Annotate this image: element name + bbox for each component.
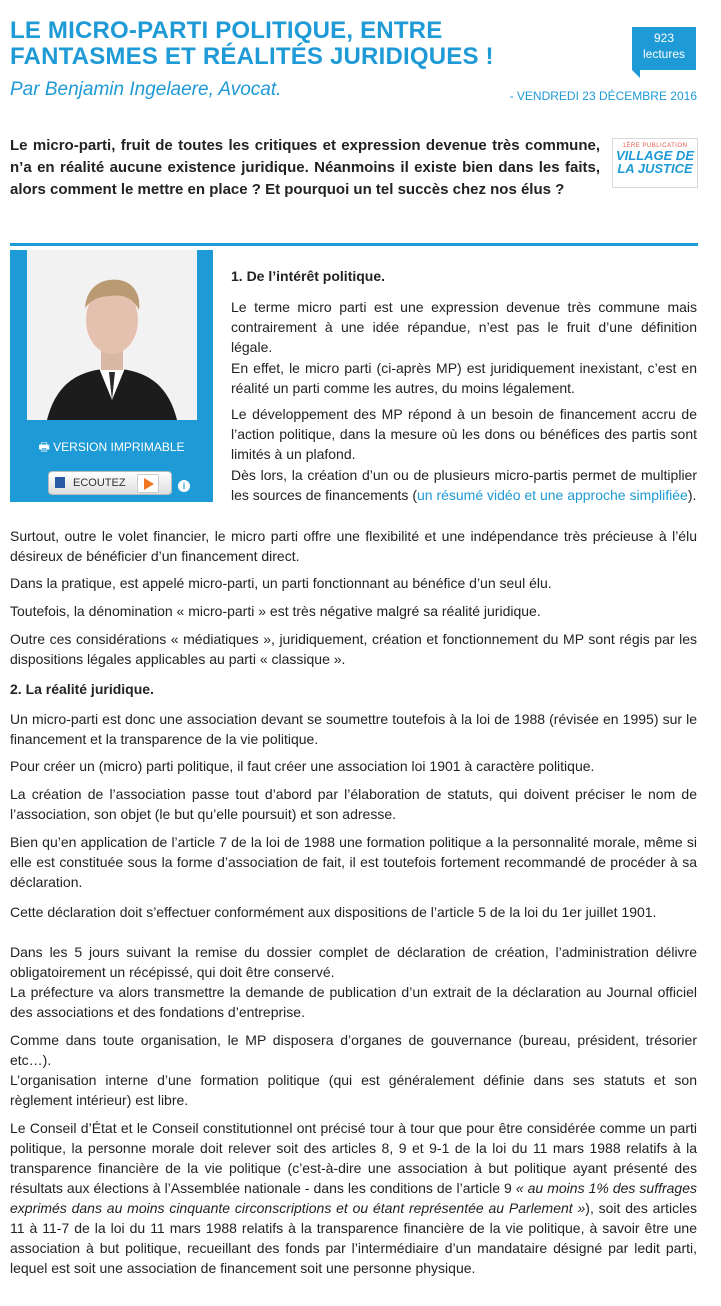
print-version-label: VERSION IMPRIMABLE: [53, 440, 185, 454]
listen-button[interactable]: [48, 471, 172, 495]
paragraph-text: ), soit des articles 11 à 11-7 de la loi du 11 mars 1988 relatifs à la transparence financière de la vie politique, à savoir être une association à but politique, recueillant des fonds par l’intermédiaire d’un mandataire désigné par ledit parti, lequel est soit une association de financement soit une personne physique.: [10, 1200, 697, 1276]
reads-count: 923: [653, 31, 675, 45]
badge-line-2: LA JUSTICE: [617, 161, 693, 176]
paragraph: L’organisation interne d’une formation politique (qui est généralement définie dans ses statuts et son règlement intérieur) est libre.: [10, 1072, 697, 1108]
article-lead: Le micro-parti, fruit de toutes les critiques et expression devenue très commune, n’a en réalité aucune existence juridique. Néanmoins il existe bien dans les faits, alors comment le mettre en place ? Et pourquoi un tel succès chez nos élus ?: [10, 137, 600, 198]
paragraph: En effet, le micro parti (ci-après MP) est juridiquement inexistant, c’est en réalité un parti comme les autres, du moins légalement.: [231, 360, 697, 396]
paragraph: [231, 465, 697, 505]
paragraph: Dans la pratique, est appelé micro-parti, un parti fonctionnant au bénéfice d’un seul élu.: [10, 575, 552, 591]
title-line-2: FANTASMES ET RÉALITÉS JURIDIQUES !: [10, 43, 494, 70]
article-title: [10, 18, 620, 70]
paragraph-text: Le Conseil d’État et le Conseil constitutionnel ont précisé tour à tour que pour être considérée comme un parti politique, la personne morale doit relever soit des articles 8, 9 et 9-1 de la loi du 11 mars 1988 relatifs à la transparence financière de la vie politique (c’est-à-dire une association à but politique ayant présenté des résultats aux élections à l’Assemblée nationale - dans les conditions de l’article 9: [10, 1120, 697, 1196]
paragraph-text: ).: [687, 487, 697, 503]
village-justice-logo: [612, 138, 698, 188]
paragraph: La préfecture va alors transmettre la demande de publication d’un extrait de la déclaration au Journal officiel des associations et des fondations d’entreprise.: [10, 984, 697, 1020]
play-icon[interactable]: [137, 474, 159, 493]
paragraph: Cette déclaration doit s’effectuer conformément aux dispositions de l’article 5 de la loi du 1er juillet 1901.: [10, 904, 657, 920]
section-heading-1: 1. De l’intérêt politique.: [231, 268, 386, 284]
header-divider: [10, 243, 698, 246]
paragraph: Toutefois, la dénomination « micro-parti » est très négative malgré sa réalité juridique.: [10, 603, 541, 619]
reads-label: lectures: [642, 47, 686, 61]
paragraph: Surtout, outre le volet financier, le micro parti offre une flexibilité et une indépendance très précieuse à l’élu désireux de bénéficier d’un financement direct.: [10, 528, 697, 564]
paragraph: La création de l’association passe tout d’abord par l’élaboration de statuts, qui doivent préciser le nom de l’association, son objet (le but qu’elle poursuit) et son adresse.: [10, 786, 697, 822]
badge-line-1: VILLAGE DE: [615, 148, 694, 163]
paragraph: Pour créer un (micro) parti politique, il faut créer une association loi 1901 à caractère politique.: [10, 758, 595, 774]
quoted-text: « au moins 1% des suffrages exprimés dans au moins cinquante circonscriptions et ou étant représentée au Parlement »: [10, 1180, 697, 1216]
listen-label: ECOUTEZ: [73, 477, 126, 489]
paragraph: Comme dans toute organisation, le MP disposera d’organes de gouvernance (bureau, président, trésorier etc…).: [10, 1032, 697, 1068]
reads-badge: [632, 27, 696, 70]
section-heading-2: 2. La réalité juridique.: [10, 681, 154, 697]
paragraph: Dans les 5 jours suivant la remise du dossier complet de déclaration de création, l’administration délivre obligatoirement un récépissé, qui doit être conservé.: [10, 944, 697, 980]
paragraph: Outre ces considérations « médiatiques », juridiquement, création et fonctionnement du MP sont régis par les dispositions légales applicables au parti « classique ».: [10, 631, 697, 667]
paragraph: Le terme micro parti est une expression devenue très commune mais contrairement à une idée répandue, n’est pas le fruit d’une définition légale.: [231, 299, 697, 355]
video-summary-link[interactable]: un résumé vidéo et une approche simplifiée: [416, 487, 688, 503]
badge-small-text: 1ÈRE PUBLICATION: [622, 143, 688, 149]
paragraph: Un micro-parti est donc une association devant se soumettre toutefois à la loi de 1988 (révisée en 1995) sur le financement et la transparence de la vie politique.: [10, 711, 697, 747]
paragraph: Bien qu’en application de l’article 7 de la loi de 1988 une formation politique a la personnalité morale, même si elle est constituée sous la forme d’association de fait, il est toutefois fortement recommandé de procéder à sa déclaration.: [10, 834, 697, 890]
article-header: [10, 18, 620, 70]
printer-icon: 🖶: [38, 440, 54, 454]
title-line-1: LE MICRO-PARTI POLITIQUE, ENTRE: [10, 17, 443, 44]
paragraph: Le développement des MP répond à un besoin de financement accru de l’action politique, dans la mesure où les dons ou bénéfices des partis sont limités à un plafond.: [231, 406, 697, 462]
author-portrait-image: [27, 250, 197, 420]
publication-date: - VENDREDI 23 DÉCEMBRE 2016: [509, 89, 697, 103]
speaker-icon: [55, 477, 65, 488]
author-byline[interactable]: Par Benjamin Ingelaere, Avocat.: [10, 79, 282, 100]
print-version-link[interactable]: [10, 438, 213, 459]
info-icon[interactable]: i: [178, 480, 190, 492]
paragraph-text: Dès lors, la création d’un ou de plusieurs micro-partis permet de multiplier les sources de financements (: [231, 467, 697, 503]
author-photo: [27, 250, 197, 420]
author-sidebar: [10, 250, 213, 502]
paragraph: [10, 1118, 697, 1278]
